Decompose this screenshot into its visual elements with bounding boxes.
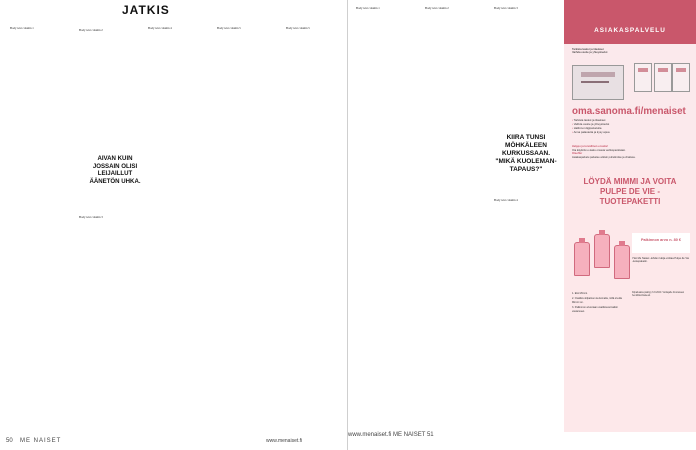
prize-description: Yksi Me Naiset -lehden lukija voittaa Pulpe de Vie -tuotepaketin. (632, 257, 690, 264)
left-page-number: 50 (6, 438, 13, 444)
sidebar-benefit: Tarkista laskut ja tilaukset (572, 47, 604, 51)
service-bullet-list (572, 118, 692, 134)
asiakaspalvelu-header (564, 0, 696, 44)
help-body: Ota käyttöön e-lasku omasta verkkopankistasi. (572, 148, 626, 152)
service-bullet: • Tarkista laskut ja tilaukset (572, 118, 692, 122)
right-pull-quote: KIIRA TUNSI MÖHKÄLEEN KURKUSSAAN. "MIKÄ KUOLEMAN-TAPAUS?" (495, 134, 557, 173)
right-body-column-3-lower: Body text column 4 (494, 198, 518, 202)
laptop-screen-image (572, 65, 624, 100)
sidebar-benefit: Vaihda osoite ja yhteystiedot (572, 50, 608, 55)
contest-step: 2. Osallistu kilpailuun kertomalla, millä sivulla Mimmi on. (572, 297, 622, 304)
product-bottle-1 (574, 242, 590, 276)
left-footer (0, 432, 348, 450)
magazine-cover-2 (654, 63, 672, 92)
product-bottle-3 (614, 245, 630, 279)
asiakaspalvelu-title: ASIAKASPALVELU (594, 27, 666, 34)
left-website: www.menaiset.fi (266, 438, 303, 444)
left-publication: ME NAISET (20, 438, 62, 444)
oma-sanoma-brand: Oma Sanoma (572, 39, 594, 43)
help-text (572, 145, 688, 159)
body-column-2-upper: Body text column 2 (79, 28, 103, 32)
body-column-5: Body text column 5 (286, 26, 310, 30)
right-footer (348, 432, 696, 450)
sidebar-benefits (572, 48, 630, 55)
magazine-cover-3 (672, 63, 690, 92)
contest-step: 3. Palkinnon arvontaan osallistuvat kaikki vastanneet. (572, 306, 618, 313)
pull-quote-left: AIVAN KUIN JOSSAIN OLISI LEIJAILLUT ÄÄNETÖN UHKA. (89, 155, 141, 185)
ad-title: LÖYDÄ MIMMI JA VOITA PULPE DE VIE -TUOTEPAKETTI (583, 177, 677, 206)
oma-sanoma-url[interactable]: oma.sanoma.fi/menaiset (572, 106, 686, 117)
right-body-column-2: Body text column 2 (425, 6, 449, 10)
body-column-2-lower: Body text column 3 (79, 215, 103, 219)
contact-body: Asiakaspalvelu palvelee arkisin puhelimitse ja chatissa. (572, 155, 636, 159)
right-website: www.menaiset.fi (348, 432, 392, 438)
right-page-number: 51 (426, 432, 434, 438)
service-bullet: • Vaihda osoite ja yhteystiedot (572, 122, 692, 126)
right-page (348, 0, 696, 450)
contest-rules: Kilpailuaika päättyy 6.8.2020. Voittajalle ilmoitetaan henkilökohtaisesti. (632, 292, 685, 297)
customer-service-sidebar (564, 0, 696, 432)
right-body-column-3-upper: Body text column 3 (494, 6, 518, 10)
contest-steps (572, 292, 624, 315)
section-title: JATKIS (122, 3, 170, 17)
service-bullet: • Anna palautetta ja kysy apua (572, 130, 692, 134)
mimmi-advertisement (564, 170, 696, 432)
body-column-4: Body text column 5 (217, 26, 241, 30)
magazine-cover-1 (634, 63, 652, 92)
contest-step: 1. Etsi Mimmi. (572, 292, 588, 295)
help-title: Helppo ja turvallinen e-lasku! (572, 145, 609, 148)
right-body-column-1: Body text column 1 (356, 6, 380, 10)
body-column-1: Body text column 1 (10, 26, 34, 30)
product-bottle-2 (594, 234, 610, 268)
right-publication: ME NAISET (393, 432, 426, 438)
prize-value-box: Palkinnon arvo n. 80 € (632, 233, 690, 253)
body-column-3: Body text column 4 (148, 26, 172, 30)
contact-title: Otaoffer (572, 152, 583, 155)
service-bullet: • Hallinnoi digipalveluita (572, 126, 692, 130)
